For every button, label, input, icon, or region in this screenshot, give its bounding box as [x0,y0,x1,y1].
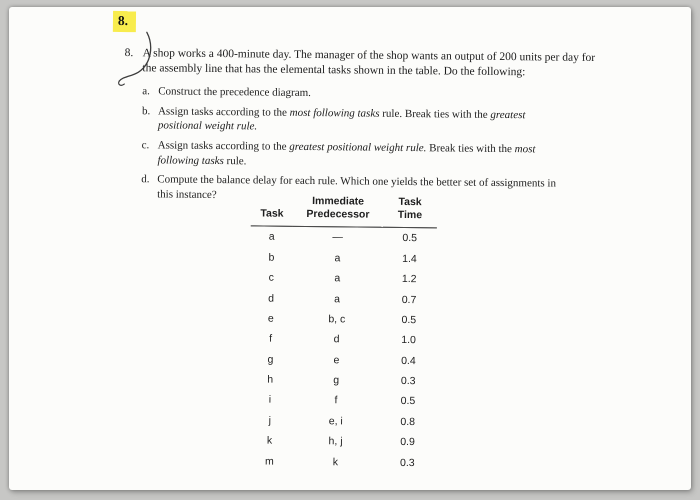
predecessor-cell: k [332,455,339,468]
tasks-table-container [248,194,437,473]
table-row [248,430,434,452]
item-label: a. [142,85,150,98]
predecessor-cell: f [334,394,338,407]
item-text-italic: most following tasks [157,143,536,167]
page-content [4,6,691,496]
item-text-italic: greatest positional weight rule. [289,140,427,155]
table-row [251,226,437,249]
item-text [158,104,572,138]
time-cell: 0.9 [400,436,415,449]
table-row [249,369,435,391]
predecessor-cell: — [332,231,344,244]
header-predecessor [293,195,383,228]
table-row [250,288,436,310]
time-cell: 0.5 [401,313,417,327]
predecessor-cell: e [333,353,340,367]
table-row [248,451,434,473]
time-cell: 0.7 [401,293,417,306]
problem-text [123,46,597,212]
task-cell: c [268,271,274,284]
item-text-segment: Break ties with the [426,142,515,156]
task-cell: f [269,332,273,345]
predecessor-cell: a [334,252,341,265]
predecessor-cell: a [334,272,341,285]
problem-item-b [142,104,572,138]
item-text-segment: rule. Break ties with the [379,107,491,121]
time-cell: 1.0 [401,334,416,347]
header-time-line2: Time [397,209,423,222]
header-task: Task [251,194,293,226]
problem-items [141,84,596,207]
item-text-segment: rule. [223,154,247,168]
header-predecessor-line2: Predecessor [306,208,370,221]
item-text-italic: greatest positional weight rule. [157,108,526,133]
item-label: c. [141,139,150,152]
problem-number-highlight: 8. [113,11,136,32]
time-cell: 0.5 [402,232,418,245]
table-row [250,308,436,330]
item-text [157,138,571,172]
task-cell: d [268,292,275,305]
task-cell: k [266,434,273,447]
task-cell: i [268,394,272,407]
task-cell: g [267,353,274,366]
predecessor-cell: h, j [328,435,343,448]
problem-intro: A shop works a 400-minute day. The manager of the shop wants an output of 200 units per day for the assembly line that has the elemental tasks shown in the table. Do the following: [142,47,596,79]
item-label: d. [141,173,150,186]
table-row [249,349,435,371]
document-page [9,7,691,490]
task-cell: a [268,231,275,244]
header-predecessor-line1: Immediate [312,195,365,208]
problem-item-c [141,138,571,172]
time-cell: 0.3 [400,375,416,388]
pen-checkmark [116,31,159,89]
table-header-row [251,194,437,228]
time-cell: 0.8 [400,415,416,428]
task-cell: j [268,414,272,427]
table-row [250,329,436,351]
tasks-table [248,194,437,473]
time-cell: 1.2 [401,273,417,286]
header-time-line1: Task [398,195,422,209]
time-cell: 1.4 [402,252,417,265]
item-label: b. [141,104,151,117]
predecessor-cell: g [333,374,340,387]
predecessor-cell: d [333,333,340,346]
time-cell: 0.5 [400,395,416,408]
item-text: Compute the balance delay for each rule. Which one yields the better set of assignments in this instance? [157,173,557,202]
task-cell: m [264,455,274,468]
item-text-segment: Assign tasks according to the [157,139,290,153]
task-cell: h [267,373,274,386]
problem-number: 8. [124,47,134,60]
header-time [383,196,437,228]
problem-item-a [142,84,572,103]
item-text-italic: most following tasks [289,106,380,120]
task-cell: b [268,251,275,264]
table-row [250,247,436,269]
task-cell: e [267,312,274,325]
problem-statement [124,46,596,82]
predecessor-cell: e, i [328,415,343,428]
table-row [250,267,436,289]
predecessor-cell: b, c [328,313,346,326]
time-cell: 0.4 [401,354,416,367]
table-row [249,390,435,412]
time-cell: 0.3 [399,456,415,469]
predecessor-cell: a [334,292,341,305]
item-text-segment: Assign tasks according to the [157,104,290,119]
table-row [249,410,435,432]
item-text: Construct the precedence diagram. [158,85,311,99]
